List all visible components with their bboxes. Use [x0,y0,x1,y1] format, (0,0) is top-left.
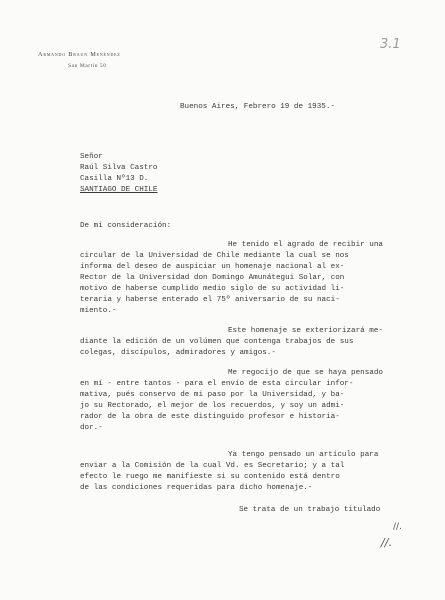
paragraph-2-line-2: diante la edición de un volúmen que contenga trabajos de sus [80,338,354,346]
paragraph-4-line-1: Ya tengo pensado un artículo para [228,451,379,459]
paragraph-3-line-1: Me regocijo de que se haya pensado [228,369,383,377]
paragraph-3-line-3: mativa, pués conservo de mi paso por la Universidad, y ba- [80,391,345,399]
paragraph-1-line-4: Rector de la Universidad don Domingo Amunátegui Solar, con [80,274,345,282]
paragraph-1-line-2: circular de la Universidad de Chile mediante la cual se nos [80,252,349,260]
recipient-salutation: Señor [80,153,103,161]
paragraph-4-line-4: de las condiciones requeridas para dicho homenaje.- [80,484,313,492]
paragraph-1-line-1: He tenido el agrado de recibir una [228,241,383,249]
paragraph-4-line-3: efecto le ruego me manifieste si su contenido está dentro [80,473,340,481]
letterhead-address: San Martín 50 [68,63,107,69]
paragraph-1-line-5: motivo de haberse cumplido medio siglo de su actividad li- [80,285,345,293]
paragraph-2-line-1: Este homenaje se exteriorizará me- [228,327,383,335]
recipient-city: SANTIAGO DE CHILE [80,186,158,194]
continuation-mark-handwritten: //. [381,536,392,549]
paragraph-2-line-3: colegas, discípulos, admiradores y amigos.- [80,349,276,357]
paragraph-3-line-2: en mí - entre tantos - para el envío de esta circular infor- [80,380,354,388]
continuation-mark-top: //. [393,522,402,532]
paragraph-1-line-3: informa del deseo de auspiciar un homenaje nacional al ex- [80,263,345,271]
paragraph-1-line-7: miento.- [80,307,117,315]
recipient-name: Raúl Silva Castro [80,164,158,172]
date-line: Buenos Aires, Febrero 19 de 1935.- [180,103,335,111]
letterhead-name: Armando Braun Menendez [38,51,121,58]
greeting: De mi consideración: [80,222,172,230]
paragraph-4-line-2: enviar a la Comisión de la cual Vd. es Secretario; y a tal [80,462,345,470]
recipient-casilla: Casilla Nº13 D. [80,175,149,183]
paragraph-3-line-5: rador de la obra de este distinguido profesor e historia- [80,413,340,421]
page-number-mark: 3.1 [380,37,401,52]
paragraph-5-line-1: Se trata de un trabajo titulado [239,506,381,514]
paragraph-3-line-6: dor.- [80,424,103,432]
paragraph-1-line-6: teraria y haberse enterado el 75º aniversario de su naci- [80,296,340,304]
paragraph-3-line-4: jo su Rectorado, el mejor de los recuerdos, y soy un admi- [80,402,345,410]
